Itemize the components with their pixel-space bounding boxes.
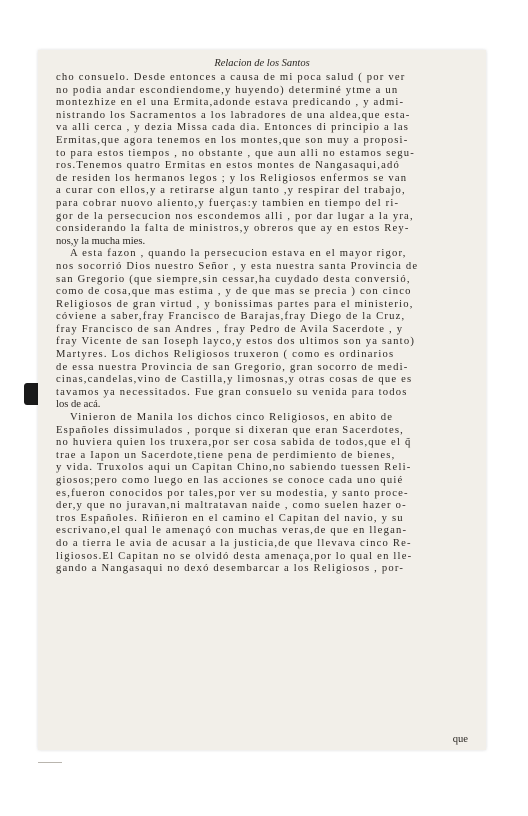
text-line: montezhize en el una Ermita,adonde estava predicando , y admi- [56, 97, 405, 109]
text-line: gor de la persecucion nos escondemos alli , por dar lugar a la yra, [56, 210, 414, 222]
text-line: do a tierra le avia de acusar a la justicia,de que llevava cinco Re- [56, 537, 412, 549]
text-line: tros Españoles. Riñieron en el camino el Capitan del navio, y su [56, 512, 404, 524]
text-line: Martyres. Los dichos Religiosos truxeron ( como es ordinarios [56, 349, 395, 361]
text-line: es,fueron conocidos por tales,por ver su modestia, y santo proce- [56, 487, 409, 499]
text-line: y vida. Truxolos aqui un Capitan Chino,no sabiendo tuessen Reli- [56, 462, 412, 474]
text-line: cóviene a saber,fray Francisco de Barajas,fray Diego de la Cruz, [56, 311, 406, 323]
text-line: A esta fazon , quando la persecucion estava en el mayor rigor, [70, 248, 407, 260]
text-line: ligiosos.El Capitan no se olvidó desta amenaça,por lo qual en lle- [56, 550, 413, 562]
text-line: Vinieron de Manila los dichos cinco Religiosos, en abito de [70, 412, 394, 424]
text-line: Religiosos de gran virtud , y bonissimas partes para el ministerio, [56, 298, 414, 310]
text-line: der,y que no juravan,ni maltratavan naide , como suelen hazer o- [56, 500, 407, 512]
text-line: Españoles dissimulados , porque si dixeran que eran Sacerdotes, [56, 424, 405, 436]
corner-rule [38, 762, 62, 763]
text-line: como de cosa,que mas estima , y de que mas se precia ) con cinco [56, 286, 412, 298]
text-line: de essa nuestra Provincia de san Gregorio, gran socorro de medi- [56, 361, 409, 373]
text-line: va alli cerca , y dezia Missa cada dia. Entonces di principio a las [56, 122, 410, 134]
text-line: Ermitas,que agora tenemos en los montes,que son muy a proposi- [56, 134, 409, 146]
binding-shadow-mark [24, 383, 38, 405]
text-line: fray Vicente de san Ioseph layco,y estos dos ultimos son ya santo) [56, 336, 416, 348]
text-line: cho consuelo. Desde entonces a causa de mi poca salud ( por ver [56, 72, 406, 83]
catchword: que [452, 734, 468, 745]
text-line: los de acá. [56, 399, 101, 411]
text-line: escrivano,el qual le amenaçó con muchas veras,de que en llegan- [56, 525, 408, 537]
text-line: de residen los hermanos legos ; y los Religiosos enfermos se van [56, 172, 408, 184]
text-line: a curar con ellos,y a retirarse algun tanto ,y respirar del trabajo, [56, 185, 406, 197]
text-line: nos socorrió Dios nuestro Señor , y esta nuestra santa Provincia de [56, 260, 419, 272]
running-header: Relacion de los Santos [214, 58, 310, 69]
text-line: gando a Nangasaqui no dexó desembarcar a los Religiosos , por- [56, 563, 405, 575]
book-page [38, 50, 486, 750]
text-line: to para estos tiempos , no obstante , que aun alli no estamos segu- [56, 147, 416, 159]
text-line: considerando la falta de ministros,y obreros que ay en estos Rey- [56, 223, 410, 235]
text-line: fray Francisco de san Andres , fray Pedro de Avila Sacerdote , y [56, 323, 404, 335]
text-line: giosos;pero como luego en las acciones se conoce cada uno quié [56, 475, 404, 486]
text-line: cinas,candelas,vino de Castilla,y limosnas,y otras cosas de que es [56, 374, 413, 386]
text-line: trae a Iapon un Sacerdote,tiene pena de perdimiento de bienes, [56, 449, 396, 461]
text-line: tavamos ya necessitados. Fue gran consuelo su venida para todos [56, 386, 408, 398]
text-line: nistrando los Sacramentos a los labradores de una aldea,que esta- [56, 109, 411, 121]
text-line: no huviera quien los truxera,por ser cosa sabida de todos,que el q̃ [56, 437, 412, 449]
body-text [56, 72, 470, 576]
text-line: nos,y la mucha mies. [56, 235, 146, 247]
text-line: no podia andar escondiendome,y huyendo) determiné ytme a un [56, 84, 399, 96]
text-line: para cobrar nuovo aliento,y fuerças:y tambien en tiempo del ri- [56, 197, 400, 209]
text-line: ros.Tenemos quatro Ermitas en estos montes de Nangasaqui,adó [56, 160, 400, 172]
text-line: san Gregorio (que siempre,sin cessar,ha cuydado desta conversió, [56, 273, 411, 285]
